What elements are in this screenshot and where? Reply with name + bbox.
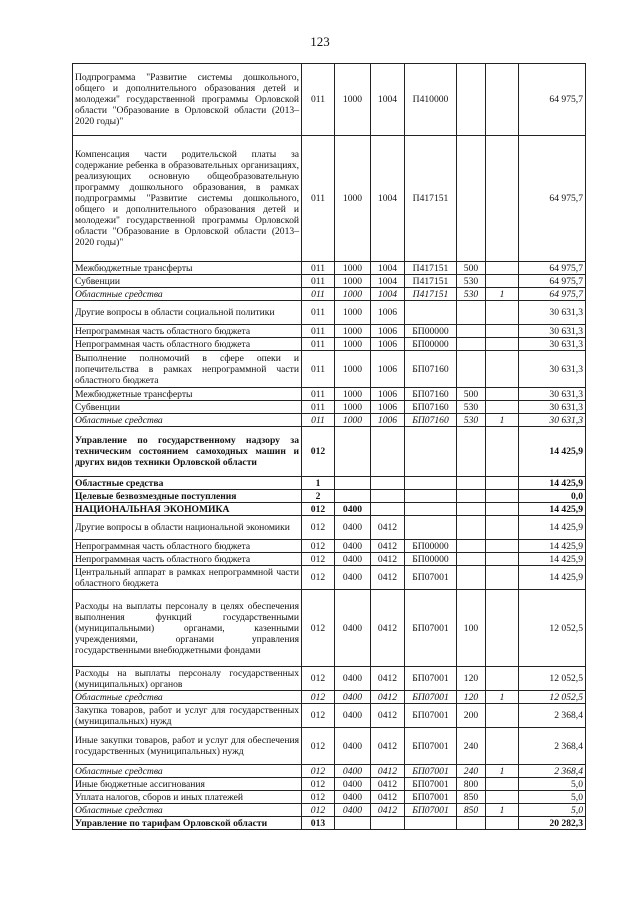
razdel-code-cell: 1000 — [335, 136, 371, 262]
target-item-code-cell: БП07001 — [405, 704, 457, 728]
row-name-cell: Другие вопросы в области социальной политики — [73, 301, 302, 325]
expense-type-code-cell: 530 — [457, 401, 486, 414]
expense-type-code-cell: 500 — [457, 262, 486, 275]
source-code-cell — [486, 477, 519, 490]
amount-cell: 5,0 — [519, 791, 586, 804]
glava-code-cell: 011 — [302, 325, 335, 338]
razdel-code-cell: 1000 — [335, 301, 371, 325]
target-item-code-cell — [405, 503, 457, 516]
amount-cell: 30 631,3 — [519, 301, 586, 325]
podrazdel-code-cell — [371, 817, 405, 830]
row-name-cell: Субвенции — [73, 275, 302, 288]
podrazdel-code-cell — [371, 490, 405, 503]
razdel-code-cell: 0400 — [335, 540, 371, 553]
row-name-cell: Управление по государственному надзору за техническим состоянием самоходных машин и других видов техники Орловской области — [73, 427, 302, 477]
source-code-cell — [486, 490, 519, 503]
target-item-code-cell: БП07001 — [405, 667, 457, 691]
glava-code-cell: 011 — [302, 64, 335, 136]
expense-type-code-cell — [457, 325, 486, 338]
amount-cell: 5,0 — [519, 804, 586, 817]
target-item-code-cell: БП07160 — [405, 414, 457, 427]
podrazdel-code-cell: 1004 — [371, 64, 405, 136]
expense-type-code-cell: 120 — [457, 691, 486, 704]
glava-code-cell: 011 — [302, 414, 335, 427]
podrazdel-code-cell: 1006 — [371, 325, 405, 338]
razdel-code-cell — [335, 427, 371, 477]
razdel-code-cell — [335, 817, 371, 830]
row-name-cell: Расходы на выплаты персоналу государственных (муниципальных) органов — [73, 667, 302, 691]
target-item-code-cell: П417151 — [405, 262, 457, 275]
razdel-code-cell: 0400 — [335, 804, 371, 817]
target-item-code-cell: БП07001 — [405, 804, 457, 817]
glava-code-cell: 011 — [302, 338, 335, 351]
source-code-cell: 1 — [486, 288, 519, 301]
razdel-code-cell: 0400 — [335, 791, 371, 804]
row-name-cell: Непрограммная часть областного бюджета — [73, 325, 302, 338]
expense-type-code-cell: 530 — [457, 275, 486, 288]
table-row — [73, 516, 586, 540]
row-name-cell: Межбюджетные трансферты — [73, 262, 302, 275]
amount-cell: 12 052,5 — [519, 691, 586, 704]
table-row — [73, 704, 586, 728]
target-item-code-cell: БП07001 — [405, 778, 457, 791]
row-name-cell: Центральный аппарат в рамках непрограммной части областного бюджета — [73, 566, 302, 590]
expense-type-code-cell — [457, 490, 486, 503]
target-item-code-cell — [405, 301, 457, 325]
target-item-code-cell: БП07001 — [405, 590, 457, 667]
expense-type-code-cell: 200 — [457, 704, 486, 728]
row-name-cell: Областные средства — [73, 691, 302, 704]
target-item-code-cell: БП00000 — [405, 325, 457, 338]
podrazdel-code-cell: 1004 — [371, 288, 405, 301]
source-code-cell — [486, 590, 519, 667]
glava-code-cell: 012 — [302, 728, 335, 765]
row-name-cell: Непрограммная часть областного бюджета — [73, 553, 302, 566]
row-name-cell: НАЦИОНАЛЬНАЯ ЭКОНОМИКА — [73, 503, 302, 516]
glava-code-cell: 012 — [302, 566, 335, 590]
table-row — [73, 136, 586, 262]
glava-code-cell: 012 — [302, 503, 335, 516]
razdel-code-cell: 1000 — [335, 275, 371, 288]
amount-cell: 30 631,3 — [519, 351, 586, 388]
razdel-code-cell: 0400 — [335, 503, 371, 516]
podrazdel-code-cell: 0412 — [371, 516, 405, 540]
row-name-cell: Иные закупки товаров, работ и услуг для обеспечения государственных (муниципальных) нужд — [73, 728, 302, 765]
glava-code-cell: 012 — [302, 804, 335, 817]
glava-code-cell: 012 — [302, 765, 335, 778]
glava-code-cell: 012 — [302, 540, 335, 553]
row-name-cell: Межбюджетные трансферты — [73, 388, 302, 401]
source-code-cell — [486, 728, 519, 765]
source-code-cell — [486, 791, 519, 804]
expense-type-code-cell: 100 — [457, 590, 486, 667]
podrazdel-code-cell: 1006 — [371, 414, 405, 427]
source-code-cell — [486, 667, 519, 691]
podrazdel-code-cell — [371, 503, 405, 516]
table-row — [73, 351, 586, 388]
amount-cell: 30 631,3 — [519, 401, 586, 414]
table-row — [73, 804, 586, 817]
expense-type-code-cell: 850 — [457, 791, 486, 804]
razdel-code-cell — [335, 490, 371, 503]
razdel-code-cell: 1000 — [335, 262, 371, 275]
table-row — [73, 817, 586, 830]
razdel-code-cell: 1000 — [335, 338, 371, 351]
amount-cell: 14 425,9 — [519, 553, 586, 566]
expense-type-code-cell — [457, 136, 486, 262]
row-name-cell: Целевые безвозмездные поступления — [73, 490, 302, 503]
razdel-code-cell: 1000 — [335, 325, 371, 338]
amount-cell: 12 052,5 — [519, 667, 586, 691]
glava-code-cell: 011 — [302, 136, 335, 262]
source-code-cell: 1 — [486, 414, 519, 427]
expense-type-code-cell: 240 — [457, 765, 486, 778]
target-item-code-cell: БП07160 — [405, 388, 457, 401]
podrazdel-code-cell: 1006 — [371, 301, 405, 325]
glava-code-cell: 012 — [302, 667, 335, 691]
razdel-code-cell: 0400 — [335, 667, 371, 691]
expense-type-code-cell — [457, 553, 486, 566]
table-row — [73, 503, 586, 516]
target-item-code-cell — [405, 516, 457, 540]
glava-code-cell: 011 — [302, 351, 335, 388]
glava-code-cell: 011 — [302, 401, 335, 414]
target-item-code-cell — [405, 427, 457, 477]
target-item-code-cell: БП07160 — [405, 351, 457, 388]
source-code-cell — [486, 338, 519, 351]
source-code-cell — [486, 401, 519, 414]
target-item-code-cell: БП00000 — [405, 338, 457, 351]
table-row — [73, 477, 586, 490]
row-name-cell: Областные средства — [73, 804, 302, 817]
source-code-cell — [486, 540, 519, 553]
expense-type-code-cell: 530 — [457, 414, 486, 427]
podrazdel-code-cell: 0412 — [371, 590, 405, 667]
glava-code-cell: 011 — [302, 388, 335, 401]
row-name-cell: Уплата налогов, сборов и иных платежей — [73, 791, 302, 804]
razdel-code-cell: 1000 — [335, 64, 371, 136]
table-row — [73, 388, 586, 401]
source-code-cell — [486, 427, 519, 477]
table-row — [73, 288, 586, 301]
amount-cell: 14 425,9 — [519, 566, 586, 590]
row-name-cell: Непрограммная часть областного бюджета — [73, 338, 302, 351]
expense-type-code-cell — [457, 427, 486, 477]
amount-cell: 2 368,4 — [519, 728, 586, 765]
table-row — [73, 765, 586, 778]
row-name-cell: Непрограммная часть областного бюджета — [73, 540, 302, 553]
target-item-code-cell: БП07001 — [405, 765, 457, 778]
razdel-code-cell: 1000 — [335, 351, 371, 388]
razdel-code-cell: 1000 — [335, 414, 371, 427]
podrazdel-code-cell: 0412 — [371, 566, 405, 590]
glava-code-cell: 1 — [302, 477, 335, 490]
glava-code-cell: 013 — [302, 817, 335, 830]
amount-cell: 12 052,5 — [519, 590, 586, 667]
razdel-code-cell: 0400 — [335, 590, 371, 667]
glava-code-cell: 012 — [302, 553, 335, 566]
target-item-code-cell: БП07001 — [405, 566, 457, 590]
amount-cell: 14 425,9 — [519, 540, 586, 553]
razdel-code-cell: 0400 — [335, 704, 371, 728]
expense-type-code-cell: 120 — [457, 667, 486, 691]
podrazdel-code-cell: 0412 — [371, 791, 405, 804]
row-name-cell: Управление по тарифам Орловской области — [73, 817, 302, 830]
podrazdel-code-cell: 1006 — [371, 401, 405, 414]
row-name-cell: Областные средства — [73, 414, 302, 427]
razdel-code-cell: 0400 — [335, 728, 371, 765]
expense-type-code-cell — [457, 301, 486, 325]
razdel-code-cell: 0400 — [335, 553, 371, 566]
row-name-cell: Подпрограмма "Развитие системы дошкольного, общего и дополнительного образования детей и молодежи" государственной программы Орловской области "Образование в Орловской области (2013–2020 годы)" — [73, 64, 302, 136]
source-code-cell: 1 — [486, 691, 519, 704]
source-code-cell — [486, 817, 519, 830]
row-name-cell: Компенсация части родительской платы за содержание ребенка в образовательных организациях, реализующих основную общеобразовательную программу дошкольного образования, в рамках подпрограммы "Развитие системы дошкольного, общего и дополнительного образования детей и молодежи" государственной программы Орловской области "Образование в Орловской области (2013–2020 годы)" — [73, 136, 302, 262]
glava-code-cell: 012 — [302, 791, 335, 804]
glava-code-cell: 012 — [302, 691, 335, 704]
podrazdel-code-cell: 0412 — [371, 540, 405, 553]
amount-cell: 14 425,9 — [519, 516, 586, 540]
table-row — [73, 791, 586, 804]
razdel-code-cell: 0400 — [335, 691, 371, 704]
target-item-code-cell: БП00000 — [405, 540, 457, 553]
table-row — [73, 540, 586, 553]
podrazdel-code-cell: 1004 — [371, 262, 405, 275]
podrazdel-code-cell: 1004 — [371, 136, 405, 262]
table-row — [73, 262, 586, 275]
target-item-code-cell — [405, 490, 457, 503]
expense-type-code-cell — [457, 566, 486, 590]
amount-cell: 2 368,4 — [519, 704, 586, 728]
budget-table — [72, 63, 586, 830]
source-code-cell — [486, 566, 519, 590]
target-item-code-cell: П417151 — [405, 136, 457, 262]
amount-cell: 14 425,9 — [519, 503, 586, 516]
table-row — [73, 691, 586, 704]
target-item-code-cell — [405, 477, 457, 490]
podrazdel-code-cell: 0412 — [371, 804, 405, 817]
table-row — [73, 553, 586, 566]
glava-code-cell: 011 — [302, 275, 335, 288]
source-code-cell — [486, 516, 519, 540]
amount-cell: 0,0 — [519, 490, 586, 503]
razdel-code-cell: 0400 — [335, 566, 371, 590]
podrazdel-code-cell: 1006 — [371, 338, 405, 351]
amount-cell: 14 425,9 — [519, 477, 586, 490]
expense-type-code-cell: 500 — [457, 388, 486, 401]
amount-cell: 2 368,4 — [519, 765, 586, 778]
glava-code-cell: 012 — [302, 516, 335, 540]
glava-code-cell: 012 — [302, 427, 335, 477]
table-row — [73, 301, 586, 325]
row-name-cell: Другие вопросы в области национальной экономики — [73, 516, 302, 540]
razdel-code-cell: 0400 — [335, 516, 371, 540]
expense-type-code-cell: 240 — [457, 728, 486, 765]
razdel-code-cell: 0400 — [335, 778, 371, 791]
podrazdel-code-cell: 1006 — [371, 351, 405, 388]
row-name-cell: Выполнение полномочий в сфере опеки и попечительства в рамках непрограммной части областного бюджета — [73, 351, 302, 388]
target-item-code-cell: БП07001 — [405, 791, 457, 804]
glava-code-cell: 012 — [302, 704, 335, 728]
target-item-code-cell: БП07001 — [405, 691, 457, 704]
target-item-code-cell: БП07001 — [405, 728, 457, 765]
target-item-code-cell: БП07160 — [405, 401, 457, 414]
expense-type-code-cell — [457, 503, 486, 516]
expense-type-code-cell — [457, 64, 486, 136]
amount-cell: 64 975,7 — [519, 288, 586, 301]
glava-code-cell: 012 — [302, 778, 335, 791]
table-row — [73, 275, 586, 288]
podrazdel-code-cell: 0412 — [371, 691, 405, 704]
row-name-cell: Закупка товаров, работ и услуг для государственных (муниципальных) нужд — [73, 704, 302, 728]
source-code-cell — [486, 778, 519, 791]
expense-type-code-cell — [457, 477, 486, 490]
amount-cell: 20 282,3 — [519, 817, 586, 830]
razdel-code-cell: 0400 — [335, 765, 371, 778]
razdel-code-cell: 1000 — [335, 288, 371, 301]
source-code-cell — [486, 301, 519, 325]
podrazdel-code-cell: 1006 — [371, 388, 405, 401]
page-number: 123 — [310, 34, 330, 49]
table-row — [73, 414, 586, 427]
row-name-cell: Областные средства — [73, 288, 302, 301]
source-code-cell — [486, 325, 519, 338]
table-row — [73, 667, 586, 691]
source-code-cell — [486, 351, 519, 388]
table-row — [73, 490, 586, 503]
table-row — [73, 590, 586, 667]
source-code-cell: 1 — [486, 765, 519, 778]
podrazdel-code-cell — [371, 427, 405, 477]
podrazdel-code-cell: 0412 — [371, 553, 405, 566]
source-code-cell — [486, 388, 519, 401]
table-row — [73, 338, 586, 351]
amount-cell: 14 425,9 — [519, 427, 586, 477]
expense-type-code-cell — [457, 540, 486, 553]
glava-code-cell: 012 — [302, 590, 335, 667]
table-row — [73, 325, 586, 338]
source-code-cell — [486, 262, 519, 275]
row-name-cell: Иные бюджетные ассигнования — [73, 778, 302, 791]
table-row — [73, 64, 586, 136]
table-row — [73, 728, 586, 765]
expense-type-code-cell: 850 — [457, 804, 486, 817]
podrazdel-code-cell: 0412 — [371, 667, 405, 691]
source-code-cell — [486, 553, 519, 566]
glava-code-cell: 011 — [302, 262, 335, 275]
expense-type-code-cell: 530 — [457, 288, 486, 301]
amount-cell: 64 975,7 — [519, 275, 586, 288]
target-item-code-cell: П410000 — [405, 64, 457, 136]
expense-type-code-cell: 800 — [457, 778, 486, 791]
table-row — [73, 778, 586, 791]
target-item-code-cell: П417151 — [405, 288, 457, 301]
amount-cell: 30 631,3 — [519, 325, 586, 338]
amount-cell: 5,0 — [519, 778, 586, 791]
table-row — [73, 427, 586, 477]
row-name-cell: Расходы на выплаты персоналу в целях обеспечения выполнения функций государственными (муниципальными) органами, казенными учреждениями, органами управления государственными внебюджетными фондами — [73, 590, 302, 667]
amount-cell: 30 631,3 — [519, 414, 586, 427]
expense-type-code-cell — [457, 351, 486, 388]
podrazdel-code-cell: 0412 — [371, 765, 405, 778]
glava-code-cell: 2 — [302, 490, 335, 503]
source-code-cell — [486, 64, 519, 136]
podrazdel-code-cell — [371, 477, 405, 490]
expense-type-code-cell — [457, 516, 486, 540]
row-name-cell: Областные средства — [73, 477, 302, 490]
row-name-cell: Субвенции — [73, 401, 302, 414]
expense-type-code-cell — [457, 817, 486, 830]
razdel-code-cell: 1000 — [335, 401, 371, 414]
source-code-cell — [486, 704, 519, 728]
amount-cell: 64 975,7 — [519, 64, 586, 136]
target-item-code-cell: БП00000 — [405, 553, 457, 566]
razdel-code-cell — [335, 477, 371, 490]
source-code-cell: 1 — [486, 804, 519, 817]
table-row — [73, 401, 586, 414]
table-row — [73, 566, 586, 590]
expense-type-code-cell — [457, 338, 486, 351]
razdel-code-cell: 1000 — [335, 388, 371, 401]
source-code-cell — [486, 503, 519, 516]
podrazdel-code-cell: 1004 — [371, 275, 405, 288]
source-code-cell — [486, 275, 519, 288]
glava-code-cell: 011 — [302, 301, 335, 325]
row-name-cell: Областные средства — [73, 765, 302, 778]
podrazdel-code-cell: 0412 — [371, 778, 405, 791]
glava-code-cell: 011 — [302, 288, 335, 301]
podrazdel-code-cell: 0412 — [371, 728, 405, 765]
target-item-code-cell — [405, 817, 457, 830]
amount-cell: 64 975,7 — [519, 136, 586, 262]
amount-cell: 30 631,3 — [519, 338, 586, 351]
source-code-cell — [486, 136, 519, 262]
amount-cell: 30 631,3 — [519, 388, 586, 401]
podrazdel-code-cell: 0412 — [371, 704, 405, 728]
amount-cell: 64 975,7 — [519, 262, 586, 275]
target-item-code-cell: П417151 — [405, 275, 457, 288]
